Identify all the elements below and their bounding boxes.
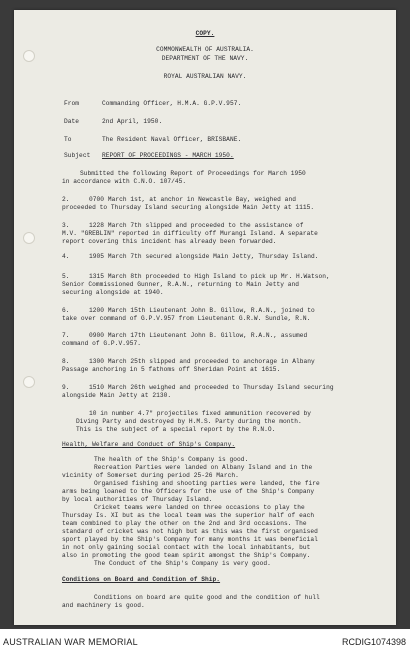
item-number: 7. [62,332,70,339]
item-line: 1300 March 25th slipped and proceeded to anchorage in Albany [89,358,315,365]
item-line: securing alongside at 1940. [62,289,164,296]
punch-hole-middle [23,232,35,244]
ran-heading: ROYAL AUSTRALIAN NAVY. [163,73,247,80]
item-line: 1510 March 26th weighed and proceeded to Thursday Island securing [89,384,334,391]
health-line: sport played by the Ship's Company for many months it was beneficial [62,536,318,543]
health-line: Recreation Parties were landed on Albany Island and in the [94,464,313,471]
intro-line-1: Submitted the following Report of Proceedings for March 1950 [80,170,306,177]
item-number: 5. [62,273,70,280]
health-line: Thursday Is. XI but as the local team was the superior half of each [62,512,315,519]
department-heading: DEPARTMENT OF THE NAVY. [161,55,249,62]
document-page [14,10,396,625]
health-line: standard of cricket was not high but as this was the first organised [62,528,318,535]
from-label: From [64,100,80,107]
item-line: 0900 March 17th Lieutenant John B. Gillow, R.A.N., assumed [89,332,308,339]
item-line: Senior Commissioned Gunner, R.A.N., returning to Main Jetty and [62,281,300,288]
item-line: report covering this incident has already been forwarded. [62,238,277,245]
subject-label: Subject [64,152,91,159]
health-line: arms being loaned to the Officers for the use of the Ship's Company [62,488,315,495]
item-line: 0700 March 1st, at anchor in Newcastle Bay, weighed and [89,196,296,203]
item-line: proceeded to Thursday Island securing alongside Main Jetty at 1115. [62,204,315,211]
item-number: 9. [62,384,70,391]
health-line: in not only gaining social contact with the local inhabitants, but [62,544,311,551]
punch-hole-lower [23,376,35,388]
ammo-line: 10 in number 4.7" projectiles fixed ammunition recovered by [89,410,312,417]
item-number: 8. [62,358,70,365]
health-heading: Health, Welfare and Conduct of Ship's Company. [62,441,236,448]
item-line: Passage anchoring in 5 fathoms off Sheridan Point at 1615. [62,366,281,373]
health-line: Cricket teams were landed on three occasions to play the [94,504,305,511]
to-label: To [64,136,72,143]
item-line: 1315 March 8th proceeded to High Island to pick up Mr. H.Watson, [89,273,330,280]
health-line: by local authorities of Thursday Island. [62,496,213,503]
item-number: 4. [62,253,70,260]
health-line: vicinity of Somerset during period 25-26 March. [62,472,239,479]
health-line: team combined to play the other on the 2nd and 3rd occasions. The [62,520,307,527]
health-line: also in promoting the good team spirit amongst the Ship's Company. [62,552,311,559]
ammo-line: This is the subject of a special report by the R.N.O. [76,426,276,433]
commonwealth-heading: COMMONWEALTH OF AUSTRALIA. [156,46,254,53]
item-number: 2. [62,196,70,203]
item-number: 6. [62,307,70,314]
item-number: 3. [62,222,70,229]
date-value: 2nd April, 1950. [102,118,163,125]
conditions-line: and machinery is good. [62,602,145,609]
health-line: The health of the Ship's Company is good. [94,456,249,463]
date-label: Date [64,118,80,125]
item-line: 1228 March 7th slipped and proceeded to the assistance of [89,222,304,229]
health-line: Organised fishing and shooting parties were landed, the fire [94,480,320,487]
item-line: alongside Main Jetty at 2130. [62,392,172,399]
item-line: 1200 March 15th Lieutenant John B. Gillow, R.A.N., joined to [89,307,315,314]
item-line: command of G.P.V.957. [62,340,142,347]
item-line: 1905 March 7th secured alongside Main Jetty, Thursday Island. [89,253,319,260]
archive-footer [0,629,410,653]
copy-marking: COPY. [195,30,215,37]
item-line: take over command of G.P.V.957 from Lieutenant G.R.W. Sundle, R.N. [62,315,311,322]
archive-name: AUSTRALIAN WAR MEMORIAL [3,637,138,647]
item-line: M.V. "GREBLIN" reported in difficulty off Murangi Island. A separate [62,230,318,237]
subject-value: REPORT OF PROCEEDINGS - MARCH 1950. [102,152,234,159]
intro-line-2: in accordance with C.N.O. 107/45. [62,178,187,185]
conditions-line: Conditions on board are quite good and the condition of hull [94,594,320,601]
conditions-heading: Conditions on Board and Condition of Ship. [62,576,221,583]
ammo-line: Diving Party and destroyed by H.M.S. Party during the month. [76,418,302,425]
from-value: Commanding Officer, H.M.A. G.P.V.957. [102,100,242,107]
to-value: The Resident Naval Officer, BRISBANE. [102,136,242,143]
record-id: RCDIG1074398 [341,637,406,647]
health-line: The Conduct of the Ship's Company is very good. [94,560,271,567]
